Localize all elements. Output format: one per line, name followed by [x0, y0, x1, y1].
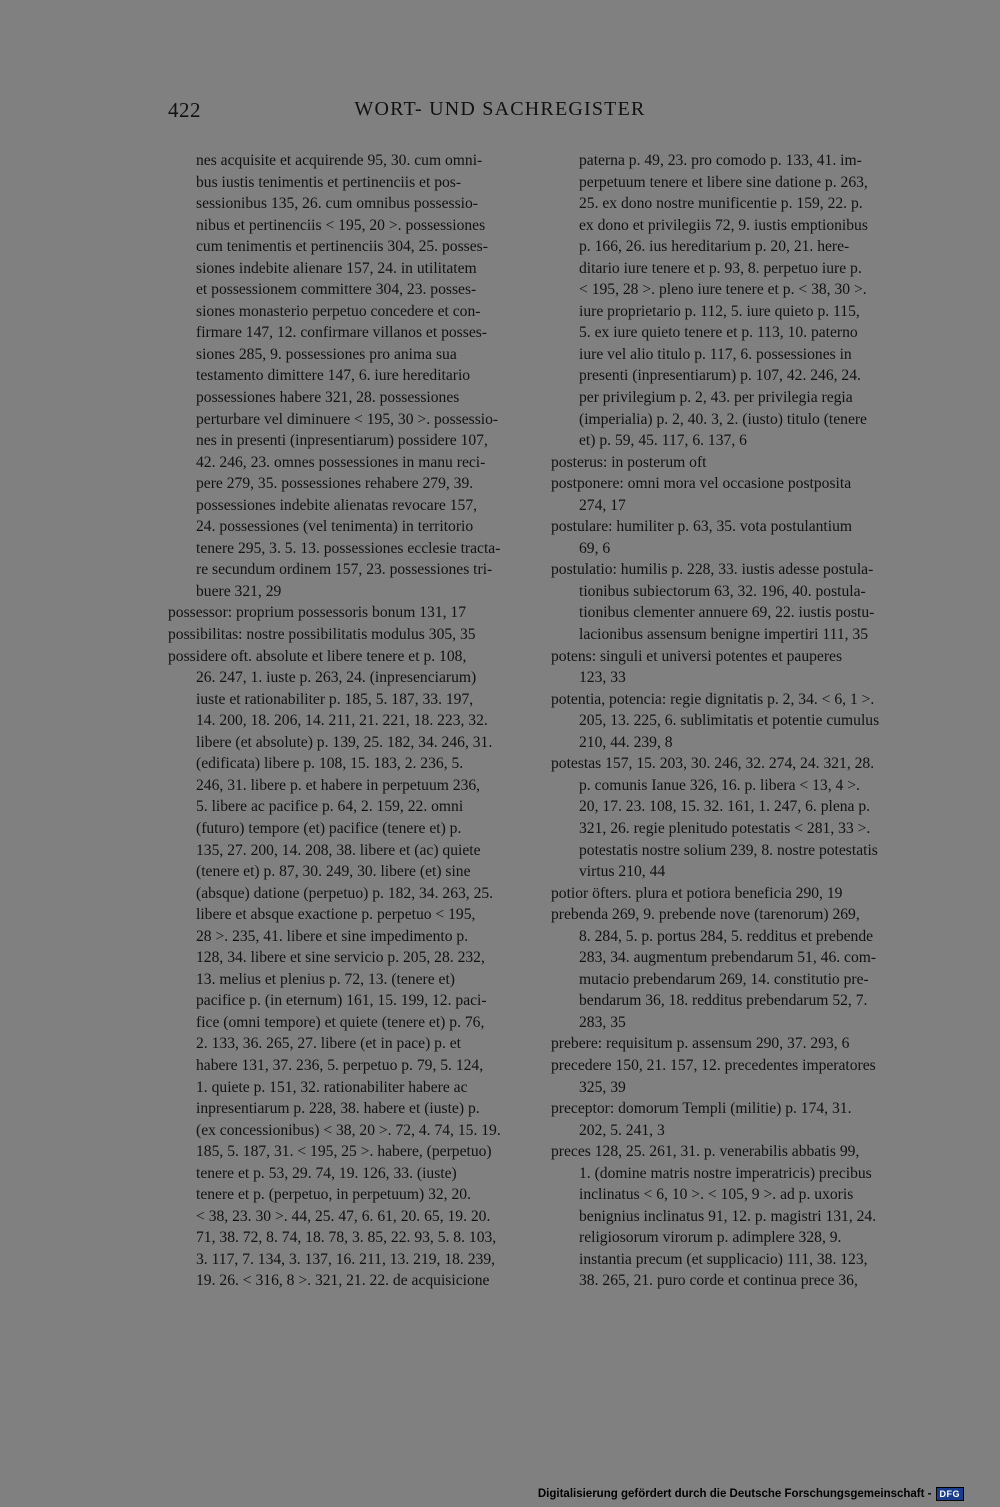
index-line: et) p. 59, 45. 117, 6. 137, 6 [579, 432, 747, 450]
index-line: testamento dimittere 147, 6. iure hereditario [196, 367, 471, 385]
index-line: nibus et pertinenciis < 195, 20 >. possessiones [196, 216, 486, 234]
index-line: 123, 33 [579, 669, 626, 687]
index-line: 14. 200, 18. 206, 14. 211, 21. 221, 18. 223, 32. [196, 712, 488, 730]
index-line: perturbare vel diminuere < 195, 30 >. possessio- [196, 410, 499, 428]
index-line: tenere et p. 53, 29. 74, 19. 126, 33. (iuste) [196, 1164, 457, 1182]
index-line: 325, 39 [579, 1078, 626, 1096]
index-line: ex dono et privilegiis 72, 9. iustis emptionibus [579, 216, 868, 234]
index-line: inpresentiarum p. 228, 38. habere et (iuste) p. [196, 1100, 480, 1118]
index-line: libere et absque exactione p. perpetuo < 195, [196, 906, 476, 924]
index-line: 274, 17 [579, 496, 626, 514]
index-line: possibilitas: nostre possibilitatis modulus 305, 35 [168, 626, 476, 644]
index-line: bendarum 36, 18. redditus prebendarum 52, 7. [579, 992, 868, 1010]
index-line: 24. possessiones (vel tenimenta) in territorio [196, 518, 474, 536]
index-line: potentia, potencia: regie dignitatis p. 2, 34. < 6, 1 >. [551, 690, 875, 708]
index-line: siones indebite alienare 157, 24. in utilitatem [196, 259, 477, 277]
index-line: possessiones indebite alienatas revocare 157, [196, 496, 478, 514]
index-line: tenere et p. (perpetuo, in perpetuum) 32, 20. [196, 1186, 471, 1204]
index-line: buere 321, 29 [196, 582, 282, 600]
index-line: (tenere et) p. 87, 30. 249, 30. libere (et) sine [196, 863, 471, 881]
index-line: p. comunis Ianue 326, 16. p. libera < 13, 4 >. [579, 776, 860, 794]
index-line: 38. 265, 21. puro corde et continua prece 36, [579, 1272, 858, 1290]
index-line: potestas 157, 15. 203, 30. 246, 32. 274, 24. 321, 28. [551, 755, 875, 773]
index-line: pere 279, 35. possessiones rehabere 279, 39. [196, 475, 474, 493]
index-line: possessiones habere 321, 28. possessiones [196, 389, 460, 407]
footer-text: Digitalisierung gefördert durch die Deutsche Forschungsgemeinschaft - [537, 1488, 932, 1500]
index-line: < 38, 23. 30 >. 44, 25. 47, 6. 61, 20. 65, 19. 20. [196, 1207, 491, 1225]
index-line: (futuro) tempore (et) pacifice (tenere et) p. [196, 819, 462, 837]
index-line: siones monasterio perpetuo concedere et con- [196, 302, 481, 320]
index-line: 1. quiete p. 151, 32. rationabiliter habere ac [196, 1078, 468, 1096]
index-line: paterna p. 49, 23. pro comodo p. 133, 41. im- [579, 152, 862, 169]
index-line: presenti (inpresentiarum) p. 107, 42. 246, 24. [579, 367, 861, 385]
index-line: 321, 26. regie plenitudo potestatis < 281, 33 >. [579, 819, 871, 837]
index-line: 25. ex dono nostre munificentie p. 159, 22. p. [579, 195, 863, 213]
index-line: libere (et absolute) p. 139, 25. 182, 34. 246, 31. [196, 733, 493, 751]
index-line: 283, 34. augmentum prebendarum 51, 46. com- [579, 949, 877, 967]
index-line: 185, 5. 187, 31. < 195, 25 >. habere, (perpetuo) [196, 1143, 492, 1161]
index-line: possidere oft. absolute et libere tenere et p. 108, [168, 647, 467, 665]
index-line: 42. 246, 23. omnes possessiones in manu reci- [196, 453, 486, 471]
index-line: inclinatus < 6, 10 >. < 105, 9 >. ad p. uxoris [579, 1186, 854, 1204]
index-line: ditario iure tenere et p. 93, 8. perpetuo iure p. [579, 259, 862, 277]
index-line: 71, 38. 72, 8. 74, 18. 78, 3. 85, 22. 93, 5. 8. 103, [196, 1229, 497, 1247]
index-line: posterus: in posterum oft [551, 453, 707, 471]
index-line: potens: singuli et universi potentes et pauperes [551, 647, 843, 665]
index-line: (imperialia) p. 2, 40. 3, 2. (iusto) titulo (tenere [579, 410, 867, 428]
index-line: cum tenimentis et pertinenciis 304, 25. posses- [196, 238, 488, 256]
index-line: firmare 147, 12. confirmare villanos et posses- [196, 324, 487, 342]
index-line: 283, 35 [579, 1013, 626, 1031]
index-line: potestatis nostre solium 239, 8. nostre potestatis [579, 841, 878, 859]
index-line: pacifice p. (in eternum) 161, 15. 199, 12. paci- [196, 992, 487, 1010]
index-line: 205, 13. 225, 6. sublimitatis et potentie cumulus [579, 712, 880, 730]
dfg-logo-icon: DFG [936, 1487, 965, 1501]
index-line: 5. libere ac pacifice p. 64, 2. 159, 22. omni [196, 798, 464, 816]
index-line: postulatio: humilis p. 228, 33. iustis adesse postula- [551, 561, 874, 579]
index-line: virtus 210, 44 [579, 863, 666, 881]
index-line: 28 >. 235, 41. libere et sine impedimento p. [196, 927, 469, 945]
index-line: 26. 247, 1. iuste p. 263, 24. (inpresenciarum) [196, 669, 477, 687]
index-line: lacionibus assensum benigne impertiri 111, 35 [579, 626, 869, 644]
index-line: preces 128, 25. 261, 31. p. venerabilis abbatis 99, [551, 1143, 860, 1161]
right-column [551, 150, 913, 1292]
index-line: prebenda 269, 9. prebende nove (tarenorum) 269, [551, 906, 860, 924]
index-line: preceptor: domorum Templi (militie) p. 174, 31. [551, 1100, 852, 1118]
index-line: (absque) datione (perpetuo) p. 182, 34. 263, 25. [196, 884, 494, 902]
index-line: 3. 117, 7. 134, 3. 137, 16. 211, 13. 219, 18. 239, [196, 1250, 496, 1268]
index-line: re secundum ordinem 157, 23. possessiones tri- [196, 561, 493, 579]
index-line: < 195, 28 >. pleno iure tenere et p. < 38, 30 >. [579, 281, 867, 299]
index-line: siones 285, 9. possessiones pro anima sua [196, 345, 457, 363]
index-line: tionibus clementer annuere 69, 22. iustis postu- [579, 604, 875, 622]
index-line: instantia precum (et supplicacio) 111, 38. 123, [579, 1250, 868, 1268]
index-line: postulare: humiliter p. 63, 35. vota postulantium [551, 518, 853, 536]
index-line: 5. ex iure quieto tenere et p. 113, 10. paterno [579, 324, 858, 342]
index-line: tenere 295, 3. 5. 13. possessiones ecclesie tracta- [196, 539, 501, 557]
footer-credit [538, 1487, 964, 1501]
index-line: tionibus subiectorum 63, 32. 196, 40. postula- [579, 582, 866, 600]
index-line: fice (omni tempore) et quiete (tenere et) p. 76, [196, 1013, 485, 1031]
index-line: religiosorum virorum p. adimplere 328, 9. [579, 1229, 842, 1247]
index-line: postponere: omni mora vel occasione postposita [551, 475, 852, 493]
index-line: benignius inclinatus 91, 12. p. magistri 131, 24. [579, 1207, 877, 1225]
index-line: p. 166, 26. ius hereditarium p. 20, 21. here- [579, 238, 850, 256]
index-line: bus iustis tenimentis et pertinenciis et pos- [196, 173, 462, 191]
index-line: potior öfters. plura et potiora beneficia 290, 19 [551, 884, 843, 902]
index-line: precedere 150, 21. 157, 12. precedentes imperatores [551, 1056, 876, 1074]
index-line: 20, 17. 23. 108, 15. 32. 161, 1. 247, 6. plena p. [579, 798, 871, 816]
running-title: WORT- UND SACHREGISTER [354, 98, 646, 120]
index-line: nes acquisite et acquirende 95, 30. cum omni- [196, 152, 483, 169]
index-line: perpetuum tenere et libere sine datione p. 263, [579, 173, 868, 191]
index-line: et possessionem committere 304, 23. posses- [196, 281, 477, 299]
index-line: iure proprietario p. 112, 5. iure quieto p. 115, [579, 302, 860, 320]
index-line: 135, 27. 200, 14. 208, 38. libere et (ac) quiete [196, 841, 481, 859]
index-line: 8. 284, 5. p. portus 284, 5. redditus et prebende [579, 927, 874, 945]
index-line: (ex concessionibus) < 38, 20 >. 72, 4. 74, 15. 19. [196, 1121, 501, 1139]
index-line: habere 131, 37. 236, 5. perpetuo p. 79, 5. 124, [196, 1056, 484, 1074]
index-line: per privilegium p. 2, 43. per privilegia regia [579, 389, 853, 407]
index-line: 210, 44. 239, 8 [579, 733, 673, 751]
index-line: prebere: requisitum p. assensum 290, 37. 293, 6 [551, 1035, 850, 1053]
index-line: possessor: proprium possessoris bonum 131, 17 [168, 604, 467, 622]
index-line: iure vel alio titulo p. 117, 6. possessiones in [579, 345, 852, 363]
index-line: 69, 6 [579, 539, 611, 557]
index-line: (edificata) libere p. 108, 15. 183, 2. 236, 5. [196, 755, 464, 773]
index-line: iuste et rationabiliter p. 185, 5. 187, 33. 197, [196, 690, 474, 708]
index-line: 2. 133, 36. 265, 27. libere (et in pace) p. et [196, 1035, 462, 1053]
index-line: 246, 31. libere p. et habere in perpetuum 236, [196, 776, 481, 794]
left-column [168, 150, 530, 1292]
index-line: nes in presenti (inpresentiarum) possidere 107, [196, 432, 488, 450]
index-line: 19. 26. < 316, 8 >. 321, 21. 22. de acquisicione [196, 1272, 490, 1290]
index-line: 13. melius et plenius p. 72, 13. (tenere et) [196, 970, 455, 988]
page-number: 422 [168, 98, 201, 122]
index-line: 202, 5. 241, 3 [579, 1121, 665, 1139]
index-line: mutacio prebendarum 269, 14. constitutio pre- [579, 970, 869, 988]
index-line: sessionibus 135, 26. cum omnibus possessio- [196, 195, 478, 213]
index-line: 128, 34. libere et sine servicio p. 205, 28. 232, [196, 949, 485, 967]
index-line: 1. (domine matris nostre imperatricis) precibus [579, 1164, 872, 1182]
